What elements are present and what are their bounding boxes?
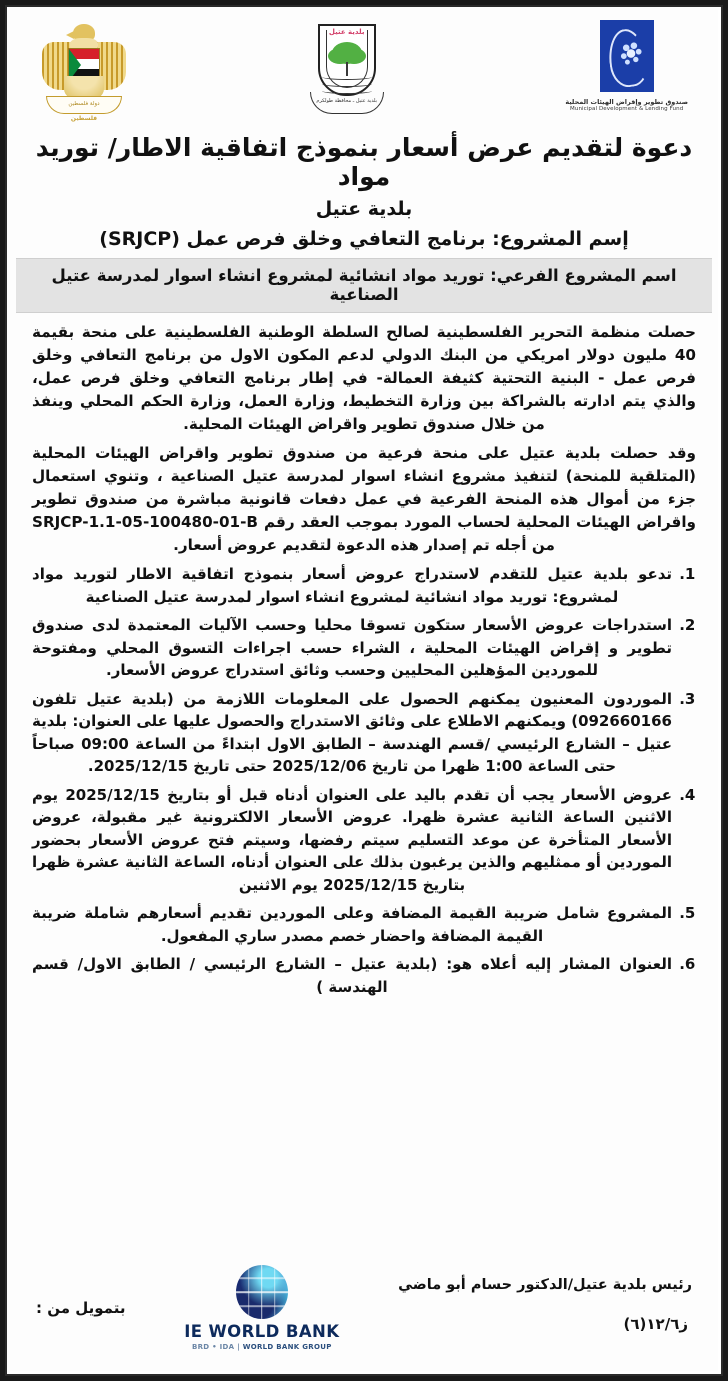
world-bank-tagline: [192, 1343, 332, 1351]
numbered-conditions-list: [32, 563, 696, 998]
water-waves-icon: [322, 74, 372, 94]
page-title: دعوة لتقديم عرض أسعار بنموذج اتفاقية الاطار/ توريد مواد: [35, 133, 693, 191]
list-item: 3. الموردون المعنيون يمكنهم الحصول على المعلومات اللازمة من (بلدية عتيل تلفون 092660166) ويمكنهم الاطلاع على وثائق الاستدراج والحصول عليها على العنوان: بلدية عتيل – الشارع الرئيسي /قسم الهندسة – الطابق الاول ابتداءً من الساعة 09:00 صباحاً حتى الساعة 1:00 ظهرا من تاريخ 2025/12/06 حتى تاريخ 2025/12/15.: [32, 688, 674, 778]
announcement-document: [10, 10, 718, 1371]
logo-header-row: [22, 14, 706, 132]
paragraph-subgrant-details: وقد حصلت بلدية عتيل على منحة فرعية من صندوق تطوير واقراض الهيئات المحلية (المتلقية للمنحة) لتنفيذ مشروع انشاء اسوار لمدرسة عتيل الصناعية ، وتنوي استعمال جزء من أموال هذه المنحة الفرعية في عمل دفعات قانونية مباشرة من صندوق تطوير واقراض الهيئات المحلية لحساب المورد بموجب العقد رقم SRJCP-1.1-05-100480-01-B من أجله تم إصدار هذه الدعوة لتقديم عروض أسعار.: [32, 443, 696, 555]
emblem-banner: [46, 96, 122, 114]
signature-block: [398, 1265, 692, 1333]
list-item: 5. المشروع شامل ضريبة القيمة المضافة وعلى الموردين تقديم أسعارهم شاملة ضريبة القيمة المضافة واحضار خصم مصدر ساري المفعول.: [32, 902, 674, 947]
reference-number: ز١٢/٦(٦): [623, 1315, 688, 1333]
list-item: 6. العنوان المشار إليه أعلاه هو: (بلدية عتيل – الشارع الرئيسي / الطابق الاول/ قسم الهندسة ): [32, 953, 674, 998]
world-bank-tagline-left: BRD • IDA: [191, 1343, 235, 1351]
ribbon-banner: [310, 92, 384, 114]
tree-icon: [332, 42, 362, 64]
list-item: 1. تدعو بلدية عتيل للتقدم لاستدراج عروض أسعار بنموذج اتفاقية الاطار لتوريد مواد لمشروع: توريد مواد انشائية لمشروع انشاء اسوار لمدرسة عتيل الصناعية: [32, 563, 674, 608]
attil-shield-icon: [308, 20, 386, 124]
emblem-banner-text: دولة فلسطين: [68, 101, 100, 107]
list-item: 2. استدراجات عروض الأسعار ستكون تسوقا محليا وحسب الآليات المعتمدة لدى صندوق تطوير و إقراض الهيئات المحلية ، الشراء حسب اجراءات التسوق المحلي ومفتوحة للموردين المؤهلين المحليين وحسب وثائق استدراج عروض الأسعار.: [32, 614, 674, 682]
funded-by-label: بتمويل من :: [36, 1299, 126, 1317]
tagline-separator: |: [237, 1343, 243, 1351]
emblem-label: فلسطين: [70, 115, 98, 122]
mdlf-logo: [565, 20, 688, 112]
world-bank-tagline-right: WORLD BANK GROUP: [242, 1343, 332, 1351]
burst-shape: [619, 40, 643, 66]
mayor-signature-line: رئيس بلدية عتيل/الدكتور حسام أبو ماضي: [398, 1277, 692, 1293]
municipality-logo: [308, 20, 386, 124]
page-border-inner: [5, 5, 723, 1376]
eagle-emblem-icon: [40, 20, 128, 120]
municipality-motto: بلدية عتيل ـ محافظة طولكرم: [316, 98, 377, 104]
world-bank-logo: [167, 1265, 357, 1351]
project-name-line: إسم المشروع: برنامج التعافي وخلق فرص عمل (SRJCP): [99, 227, 629, 250]
entity-name: بلدية عتيل: [315, 197, 413, 220]
paragraph-grant-overview: حصلت منظمة التحرير الفلسطينية لصالح السلطة الوطنية الفلسطينية على منحة بقيمة 40 مليون دولار امريكي من البنك الدولي لدعم المكون الاول من برنامج التعافي وخلق فرص عمل - البنية التحتية كثيفة العمالة- في إطار برنامج التعافي وخلق فرص عمل، والذي يتم ادارته بالشراكة بين وزارة التخطيط، وزارة العمل، وزارة الحكم المحلي وينفذ من خلال صندوق تطوير واقراض الهيئات المحلية.: [32, 322, 696, 433]
mdlf-emblem-icon: [600, 20, 654, 92]
municipality-name-arabic: بلدية عتيل: [328, 28, 365, 36]
world-bank-name: IE WORLD BANK: [184, 1322, 340, 1341]
mdlf-name-english: Municipal Development & Lending Fund: [570, 106, 684, 112]
list-item: 4. عروض الأسعار يجب أن تقدم باليد على العنوان أدناه قبل أو بتاريخ 2025/12/15 يوم الاثنين الساعة الثانية عشرة ظهرا. عروض الأسعار الالكترونية غير مقبولة، عروض الأسعار المتأخرة عن موعد التسليم سيتم رفضها، وسيتم فتح عروض الأسعار بحضور الموردين أو ممثليهم والذين يرغبون بذلك على العنوان أدناه، الساعة الثانية عشرة ظهرا بتاريخ 2025/12/15 يوم الاثنين: [32, 784, 674, 897]
state-of-palestine-logo: [40, 20, 128, 120]
document-footer: [22, 1259, 706, 1371]
document-body: [22, 321, 706, 1260]
subproject-banner: اسم المشروع الفرعي: توريد مواد انشائية لمشروع انشاء اسوار لمدرسة عتيل الصناعية: [16, 258, 712, 313]
globe-icon: [236, 1265, 288, 1319]
mdlf-name-arabic: صندوق تطوير وإقراض الهيئات المحلية: [565, 98, 688, 106]
